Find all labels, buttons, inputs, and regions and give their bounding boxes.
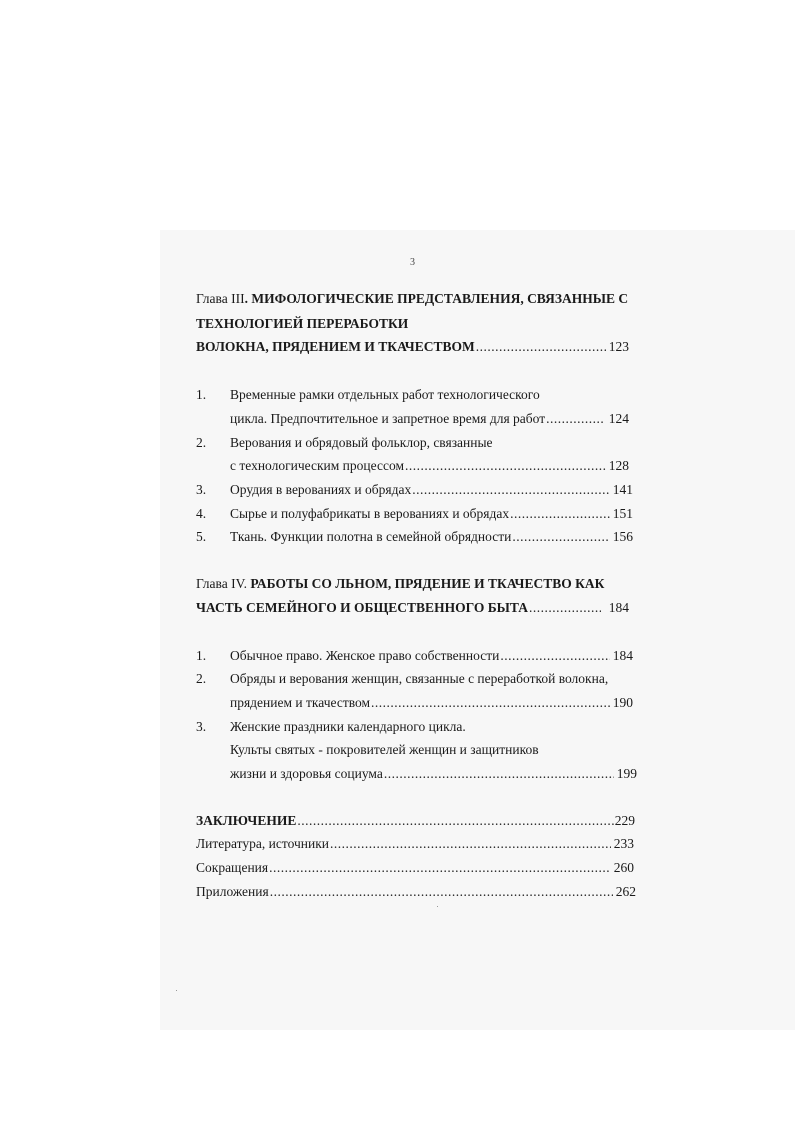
chapter4-item3-line1: Женские праздники календарного цикла. (230, 719, 466, 734)
leader-dots (412, 481, 610, 499)
chapter4-item3-line2: Культы святых - покровителей женщин и защитников (230, 742, 539, 757)
scan-speck (437, 906, 438, 907)
chapter3-item2-line2: с технологическим процессом (230, 458, 404, 473)
conclusion-page: 229 (614, 813, 635, 828)
literature-entry (196, 835, 634, 853)
leader-dots (269, 859, 611, 877)
chapter3-prefix-dot: . (244, 291, 248, 306)
chapter3-item1-page: 124 (608, 411, 629, 426)
chapter3-item3-page: 141 (612, 482, 633, 497)
conclusion-entry (196, 812, 635, 830)
chapter4-item2-line2: прядением и ткачеством (230, 695, 371, 710)
leader-dots (384, 765, 614, 783)
leader-dots (512, 528, 609, 546)
leader-dots (546, 410, 604, 428)
chapter3-item1-entry (230, 410, 629, 428)
chapter3-item4-number: 4. (196, 506, 207, 521)
page-number: 3 (410, 257, 415, 268)
chapter3-title-line2: ТЕХНОЛОГИЕЙ ПЕРЕРАБОТКИ (196, 316, 409, 331)
abbreviations-label: Сокращения (196, 860, 269, 875)
chapter3-item3-number: 3. (196, 482, 207, 497)
chapter4-item3-line3: жизни и здоровья социума (230, 766, 383, 781)
literature-label: Литература, источники (196, 836, 329, 851)
leader-dots (297, 812, 614, 830)
chapter3-item1-line1: Временные рамки отдельных работ технологического (230, 387, 540, 402)
chapter4-item2-page: 190 (612, 695, 633, 710)
chapter3-prefix: Глава III (196, 291, 245, 306)
chapter3-item4-page: 151 (612, 506, 633, 521)
chapter4-item1-entry (230, 647, 633, 665)
leader-dots (405, 457, 606, 475)
chapter3-title-line3: ВОЛОКНА, ПРЯДЕНИЕМ И ТКАЧЕСТВОМ (196, 339, 475, 354)
chapter3-item5-label: Ткань. Функции полотна в семейной обрядности (230, 529, 512, 544)
chapter4-item2-number: 2. (196, 671, 207, 686)
chapter3-item2-number: 2. (196, 435, 207, 450)
chapter3-title-line1: МИФОЛОГИЧЕСКИЕ ПРЕДСТАВЛЕНИЯ, СВЯЗАННЫЕ С (251, 291, 629, 306)
chapter3-item1-line2: цикла. Предпочтительное и запретное время для работ (230, 411, 546, 426)
chapter4-item2-entry (230, 694, 633, 712)
chapter4-title-line2-entry (196, 599, 629, 617)
chapter3-item1-number: 1. (196, 387, 207, 402)
abbreviations-entry (196, 859, 634, 877)
chapter4-item2-line1: Обряды и верования женщин, связанные с переработкой волокна, (230, 671, 609, 686)
literature-page: 233 (613, 836, 634, 851)
chapter4-item3-number: 3. (196, 719, 207, 734)
chapter3-item2-line1: Верования и обрядовый фольклор, связанные (230, 435, 493, 450)
chapter4-item1-label: Обычное право. Женское право собственности (230, 648, 500, 663)
abbreviations-page: 260 (613, 860, 634, 875)
leader-dots (371, 694, 610, 712)
chapter3-item5-number: 5. (196, 529, 207, 544)
leader-dots (510, 505, 610, 523)
chapter4-prefix: Глава IV. (196, 576, 251, 591)
chapter4-heading-line1 (196, 575, 604, 593)
chapter3-title-line3-entry (196, 338, 629, 356)
chapter3-item2-entry (230, 457, 629, 475)
chapter4-item3-entry (230, 765, 637, 783)
leader-dots (529, 599, 601, 617)
chapter4-item1-number: 1. (196, 648, 207, 663)
conclusion-label: ЗАКЛЮЧЕНИЕ (196, 813, 297, 828)
scan-speck (176, 990, 177, 991)
chapter3-item4-entry (230, 505, 633, 523)
appendices-page: 262 (615, 884, 636, 899)
chapter3-heading-line1 (196, 290, 628, 308)
chapter3-item5-entry (230, 528, 633, 546)
leader-dots (476, 338, 606, 356)
chapter4-page: 184 (608, 600, 629, 615)
appendices-entry (196, 883, 636, 901)
chapter3-item3-label: Орудия в верованиях и обрядах (230, 482, 412, 497)
chapter4-title-line1: РАБОТЫ СО ЛЬНОМ, ПРЯДЕНИЕ И ТКАЧЕСТВО КАК (250, 576, 605, 591)
leader-dots (270, 883, 613, 901)
chapter3-item4-label: Сырье и полуфабрикаты в верованиях и обрядах (230, 506, 510, 521)
chapter4-item1-page: 184 (612, 648, 633, 663)
chapter4-title-line2: ЧАСТЬ СЕМЕЙНОГО И ОБЩЕСТВЕННОГО БЫТА (196, 600, 528, 615)
chapter4-item3-page: 199 (616, 766, 637, 781)
chapter3-item5-page: 156 (612, 529, 633, 544)
leader-dots (330, 835, 611, 853)
appendices-label: Приложения (196, 884, 269, 899)
chapter3-item2-page: 128 (608, 458, 629, 473)
leader-dots (500, 647, 609, 665)
chapter3-item3-entry (230, 481, 633, 499)
chapter3-page: 123 (608, 339, 629, 354)
